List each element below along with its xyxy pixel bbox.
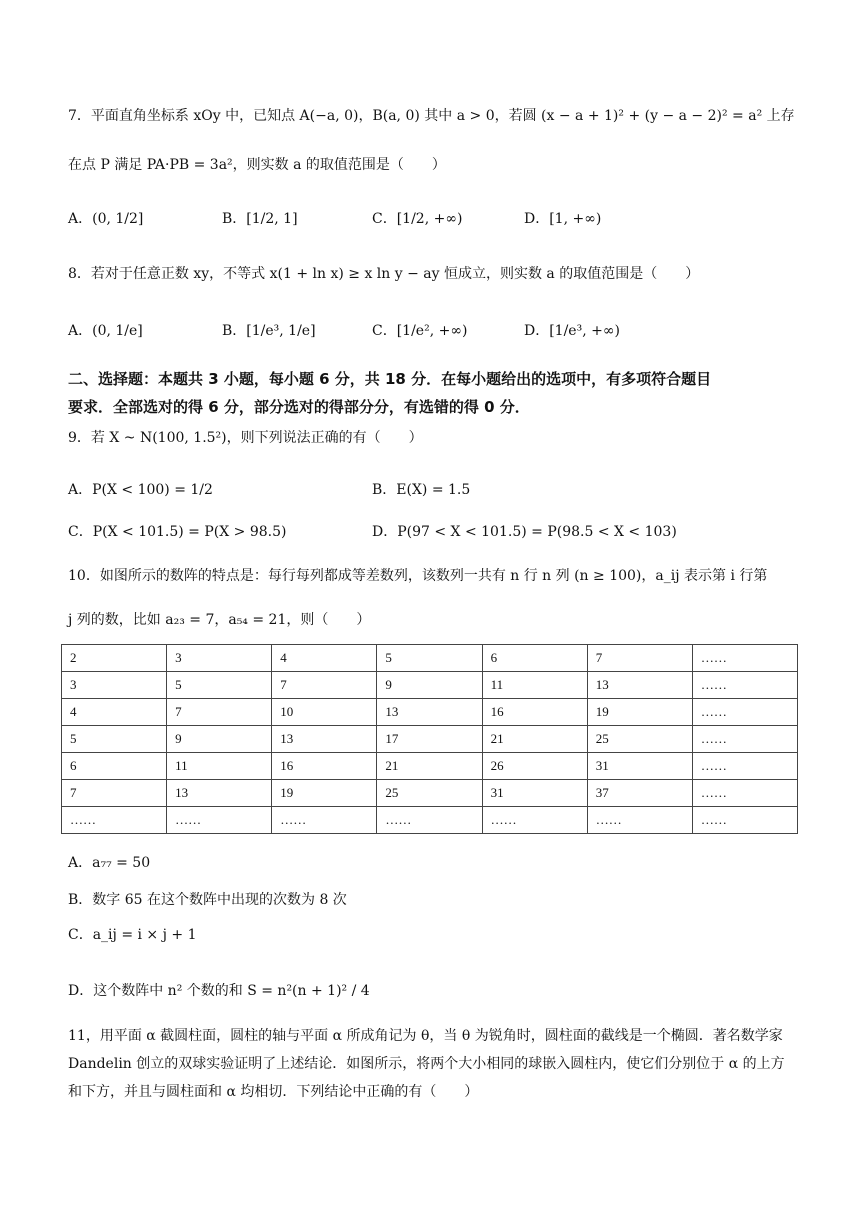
table-cell: 31 [587, 753, 692, 780]
table-cell: …… [692, 672, 797, 699]
table-cell: 7 [62, 780, 167, 807]
table-cell: …… [167, 807, 272, 834]
q8-option-b: B．[1/e³, 1/e] [222, 323, 316, 339]
q7-option-b: B．[1/2, 1] [222, 211, 298, 227]
table-cell: 31 [482, 780, 587, 807]
table-cell: 13 [377, 699, 482, 726]
q9-option-c: C．P(X < 101.5) = P(X > 98.5) [68, 524, 287, 540]
table-cell: …… [482, 807, 587, 834]
q10-option-d: D．这个数阵中 n² 个数的和 S = n²(n + 1)² / 4 [68, 983, 370, 999]
section-2-heading-line2: 要求．全部选对的得 6 分，部分选对的得部分分，有选错的得 0 分． [68, 398, 530, 416]
table-cell: 13 [272, 726, 377, 753]
q7-line1: 7．平面直角坐标系 xOy 中，已知点 A(−a, 0)，B(a, 0) 其中 a > 0，若圆 (x − a + 1)² + (y − a − 2)² = a² 上存 [68, 108, 795, 124]
q10-option-c: C．a_ij = i × j + 1 [68, 927, 197, 943]
q8-line1: 8．若对于任意正数 xy，不等式 x(1 + ln x) ≥ x ln y − ay 恒成立，则实数 a 的取值范围是（ ） [68, 266, 700, 282]
q9-stem: 9．若 X ~ N(100, 1.5²)，则下列说法正确的有（ ） [68, 430, 423, 446]
q10-line2: j 列的数，比如 a₂₃ = 7，a₅₄ = 21，则（ ） [68, 612, 371, 628]
q11-text: 11，用平面 α 截圆柱面，圆柱的轴与平面 α 所成角记为 θ，当 θ 为锐角时，圆柱面的截线是一个椭圆．著名数学家 Dandelin 创立的双球实验证明了上述结论．如图所示，将两个大小相同的球嵌入圆柱内，使它们分别位于 α 的上方和下方，并且与圆柱面和 α 均相切．下列结论中正确的有（ ） [68, 1028, 785, 1100]
table-cell: 17 [377, 726, 482, 753]
table-cell: 3 [62, 672, 167, 699]
table-cell: 4 [272, 645, 377, 672]
table-cell: …… [692, 645, 797, 672]
table-cell: 26 [482, 753, 587, 780]
table-cell: 9 [377, 672, 482, 699]
table-cell: 9 [167, 726, 272, 753]
q9-option-d: D．P(97 < X < 101.5) = P(98.5 < X < 103) [372, 524, 677, 540]
table-cell: 3 [167, 645, 272, 672]
q10-option-a: A．a₇₇ = 50 [68, 855, 151, 871]
table-row [62, 753, 798, 780]
table-cell: 21 [482, 726, 587, 753]
table-cell: 11 [482, 672, 587, 699]
q8-option-d: D．[1/e³, +∞) [524, 323, 620, 339]
table-row [62, 726, 798, 753]
q7-option-d: D．[1, +∞) [524, 211, 602, 227]
table-cell: …… [377, 807, 482, 834]
table-cell: 11 [167, 753, 272, 780]
table-cell: …… [692, 699, 797, 726]
table-cell: 16 [272, 753, 377, 780]
table-cell: …… [62, 807, 167, 834]
section-2-heading-line1: 二、选择题：本题共 3 小题，每小题 6 分，共 18 分．在每小题给出的选项中，有多项符合题目 [68, 370, 712, 388]
q9-option-a: A．P(X < 100) = 1/2 [68, 482, 213, 498]
table-cell: 7 [587, 645, 692, 672]
table-row [62, 780, 798, 807]
table-row [62, 645, 798, 672]
table-cell: 13 [587, 672, 692, 699]
table-cell: 21 [377, 753, 482, 780]
table-cell: 25 [587, 726, 692, 753]
table-cell: 6 [482, 645, 587, 672]
table-cell: 4 [62, 699, 167, 726]
table-cell: …… [692, 780, 797, 807]
table-cell: 2 [62, 645, 167, 672]
table-row [62, 807, 798, 834]
table-cell: 5 [62, 726, 167, 753]
q8-option-c: C．[1/e², +∞) [372, 323, 468, 339]
table-cell: 6 [62, 753, 167, 780]
q10-line1: 10．如图所示的数阵的特点是：每行每列都成等差数列，该数列一共有 n 行 n 列 (n ≥ 100)，a_ij 表示第 i 行第 [68, 568, 768, 584]
table-cell: 7 [167, 699, 272, 726]
q10-option-b: B．数字 65 在这个数阵中出现的次数为 8 次 [68, 892, 347, 908]
q7-option-c: C．[1/2, +∞) [372, 211, 463, 227]
q9-option-b: B．E(X) = 1.5 [372, 482, 471, 498]
table-row [62, 699, 798, 726]
q7-option-a: A．(0, 1/2] [68, 211, 144, 227]
number-array-table [61, 644, 798, 834]
q8-option-a: A．(0, 1/e] [68, 323, 143, 339]
table-cell: 7 [272, 672, 377, 699]
table-cell: …… [272, 807, 377, 834]
table-cell: 25 [377, 780, 482, 807]
q7-line2: 在点 P 满足 PA·PB = 3a²，则实数 a 的取值范围是（ ） [68, 157, 446, 173]
table-cell: 16 [482, 699, 587, 726]
table-cell: 37 [587, 780, 692, 807]
table-cell: …… [587, 807, 692, 834]
table-cell: 19 [587, 699, 692, 726]
table-cell: 5 [377, 645, 482, 672]
table-cell: 5 [167, 672, 272, 699]
table-cell: 13 [167, 780, 272, 807]
table-cell: …… [692, 753, 797, 780]
table-cell: …… [692, 807, 797, 834]
table-cell: …… [692, 726, 797, 753]
table-cell: 19 [272, 780, 377, 807]
table-row [62, 672, 798, 699]
table-cell: 10 [272, 699, 377, 726]
